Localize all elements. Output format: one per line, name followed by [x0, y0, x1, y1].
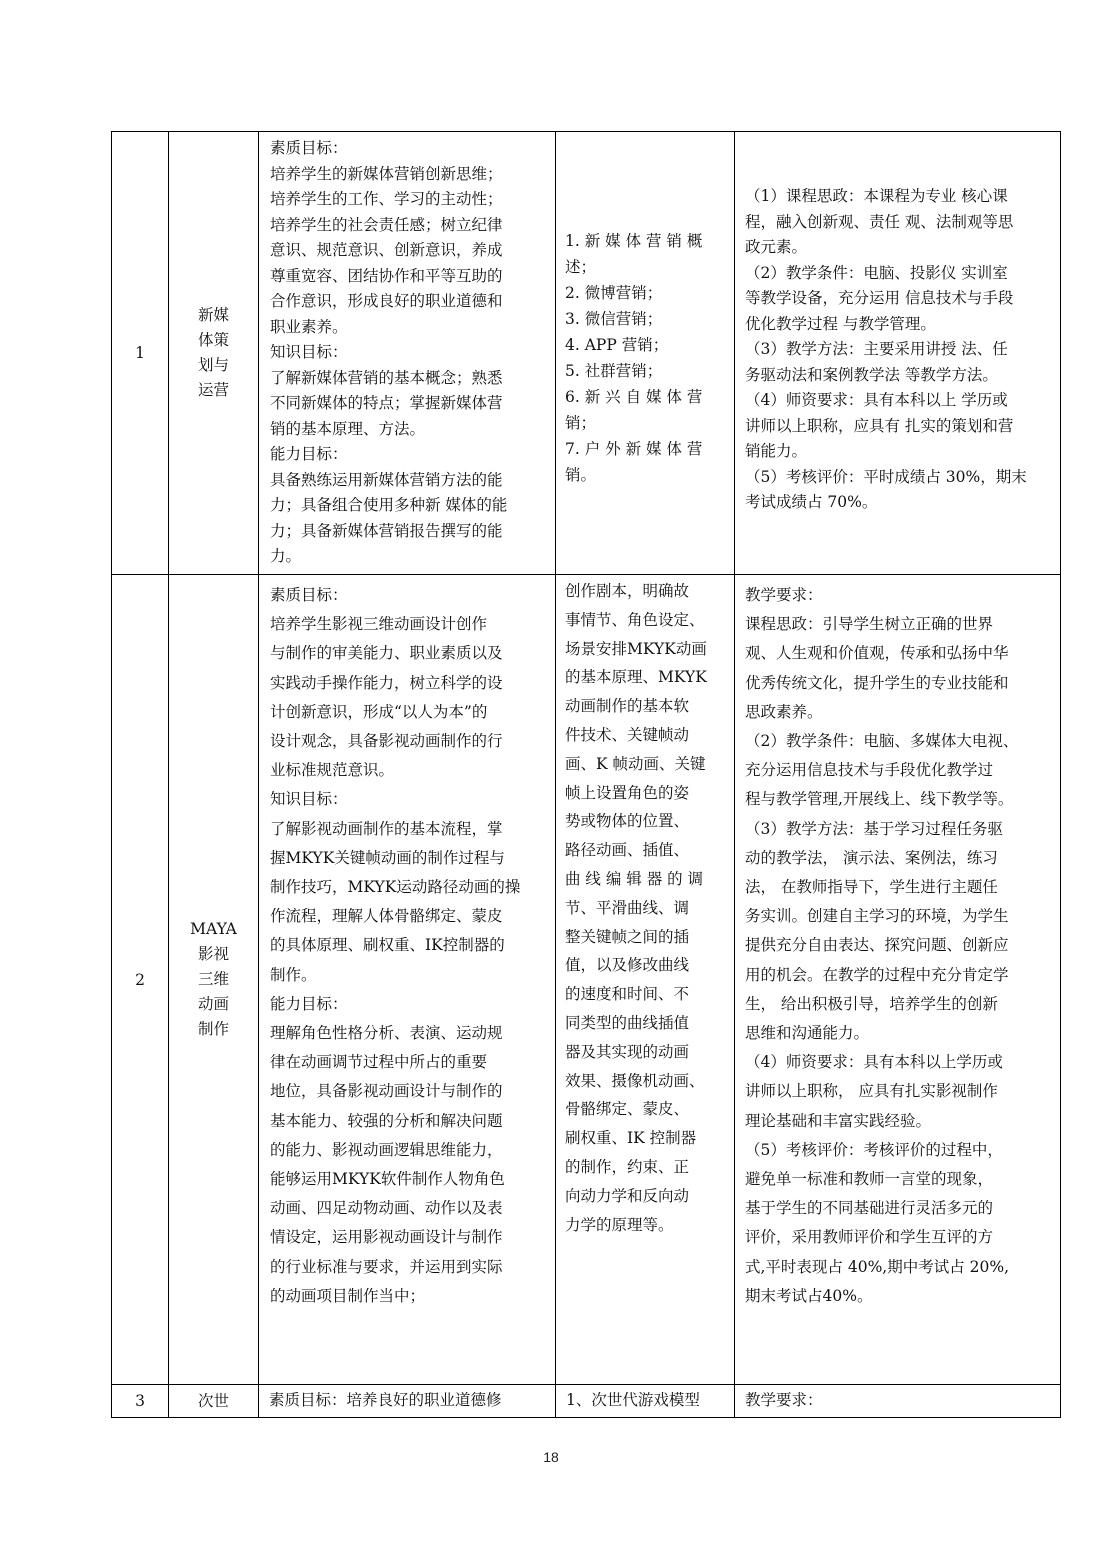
table-row	[112, 132, 1061, 575]
goal-line: 力；具备新媒体营销报告撰写的能	[270, 521, 503, 540]
content-line: 器及其实现的动画	[565, 1042, 690, 1061]
goal-line: 律在动画调节过程中所占的重要	[270, 1053, 488, 1072]
requirement-line: 思维和沟通能力。	[745, 1024, 870, 1043]
row-number: 2	[112, 575, 169, 1385]
goal-line: 业标准规范意识。	[270, 761, 395, 780]
goal-line: 作流程，理解人体骨骼绑定、蒙皮	[270, 907, 503, 926]
goal-line: 地位，具备影视动画设计与制作的	[270, 1082, 503, 1101]
goal-line: 素质目标：培养良好的职业道德修	[269, 1391, 502, 1409]
table-row	[112, 1385, 1061, 1418]
requirement-line: 充分运用信息技术与手段优化教学过	[745, 761, 994, 780]
content-line: 刷权重、IK 控制器	[565, 1129, 697, 1148]
requirement-line: 考试成绩占 70%。	[745, 493, 878, 511]
content-line: 场景安排MKYK动画	[565, 639, 707, 658]
requirement-line: 程，融入创新观、责任 观、法制观等思	[745, 212, 1014, 231]
goal-line: 制作技巧，MKYK运动路径动画的操	[270, 878, 521, 897]
requirement-line: 务驱动法和案例教学法 等教学方法。	[745, 365, 998, 384]
requirement-line: （2）教学条件：电脑、多媒体大电视、	[745, 732, 1019, 751]
goal-line: 力；具备组合使用多种新 媒体的能	[270, 496, 508, 514]
goal-line: 培养学生的工作、学习的主动性；	[270, 190, 503, 208]
goal-line: 理解角色性格分析、表演、运动规	[270, 1024, 503, 1043]
course-name-line: 体策	[197, 331, 229, 349]
content-line: 3. 微信营销；	[565, 310, 663, 328]
course-name	[169, 1385, 259, 1418]
goal-line: 不同新媒体的特点；掌握新媒体营	[270, 394, 503, 412]
goal-line: 培养学生的社会责任感；树立纪律	[270, 215, 503, 234]
course-name	[169, 575, 259, 1385]
content-line: 力学的原理等。	[565, 1215, 674, 1234]
content-line: 创作剧本，明确故	[565, 582, 690, 600]
course-content	[556, 132, 735, 575]
goal-line: 了解新媒体营销的基本概念；熟悉	[270, 368, 503, 387]
content-line: 路径动画、插值、	[565, 841, 690, 860]
requirement-line: （3）教学方法：基于学习过程任务驱	[745, 819, 1003, 838]
requirement-line: 生， 给出积极引导，培养学生的创新	[745, 994, 998, 1013]
requirement-line: 等教学设备，充分运用 信息技术与手段	[745, 289, 1014, 307]
content-line: 销；	[565, 414, 597, 432]
content-line: 的基本原理、MKYK	[565, 668, 707, 687]
course-requirements	[735, 132, 1061, 575]
goal-line: 知识目标：	[270, 790, 348, 809]
content-line: 事情节、角色设定、	[565, 610, 705, 629]
content-line: 1、次世代游戏模型	[566, 1391, 700, 1409]
content-line: 势或物体的位置、	[565, 812, 690, 831]
goal-line: 素质目标：	[270, 586, 348, 604]
course-content	[556, 1385, 735, 1418]
content-line: 的速度和时间、不	[565, 985, 690, 1004]
requirement-line: 基于学生的不同基础进行灵活多元的	[745, 1199, 994, 1218]
goal-line: 了解影视动画制作的基本流程，掌	[270, 819, 503, 838]
content-line: 4. APP 营销；	[565, 336, 669, 354]
requirement-line: 法， 在教师指导下，学生进行主题任	[745, 878, 998, 897]
course-name-line: 运营	[197, 381, 229, 399]
goal-line: 合作意识，形成良好的职业道德和	[270, 292, 503, 310]
content-line: 曲 线 编 辑 器 的 调	[565, 869, 704, 888]
row-number: 1	[112, 132, 169, 575]
course-requirements	[735, 1385, 1061, 1418]
content-line: 述；	[565, 258, 597, 276]
goal-line: 与制作的审美能力、职业素质以及	[270, 644, 503, 663]
content-line: 7. 户 外 新 媒 体 营	[565, 440, 703, 458]
goal-line: 握MKYK关键帧动画的制作过程与	[270, 848, 505, 867]
requirement-line: 讲师以上职称，应具有 扎实的策划和营	[745, 416, 1014, 435]
page-number: 18	[543, 1449, 559, 1465]
course-name-line: 新媒	[197, 306, 229, 324]
content-line: 骨骼绑定、蒙皮、	[565, 1100, 690, 1119]
goal-line: 知识目标：	[270, 343, 348, 361]
requirement-line: 期末考试占40%。	[745, 1286, 873, 1305]
course-name	[169, 132, 259, 575]
row-number: 3	[112, 1385, 169, 1418]
course-name-line: MAYA	[190, 920, 237, 938]
requirement-line: 避免单一标准和教师一言堂的现象，	[745, 1170, 994, 1189]
requirement-line: 程与教学管理,开展线上、线下教学等。	[745, 790, 1014, 809]
goal-line: 培养学生的新媒体营销创新思维；	[270, 164, 503, 183]
requirement-line: 式,平时表现占 40%,期中考试占 20%,	[745, 1257, 1010, 1276]
requirement-line: 思政素养。	[745, 702, 823, 721]
content-line: 6. 新 兴 自 媒 体 营	[565, 388, 703, 406]
goal-line: 职业素养。	[270, 317, 348, 336]
requirement-line: 课程思政：引导学生树立正确的世界	[745, 615, 994, 634]
content-line: 1. 新 媒 体 营 销 概	[565, 232, 703, 250]
course-name-line: 动画	[197, 995, 229, 1013]
content-line: 同类型的曲线插值	[565, 1013, 690, 1032]
requirement-line: （5）考核评价：考核评价的过程中，	[745, 1140, 1003, 1159]
goal-line: 力。	[270, 547, 302, 565]
course-name-line: 划与	[197, 356, 229, 374]
course-name-line: 三维	[197, 970, 229, 988]
requirement-line: 务实训。创建自主学习的环境，为学生	[745, 907, 1009, 926]
course-goals	[259, 132, 556, 575]
course-content	[556, 575, 735, 1385]
content-line: 件技术、关键帧动	[565, 725, 690, 744]
goal-line: 能力目标：	[270, 994, 348, 1013]
goal-line: 的能力、影视动画逻辑思维能力，	[270, 1140, 503, 1159]
requirement-line: 理论基础和丰富实践经验。	[745, 1111, 932, 1130]
requirement-line: 优化教学过程 与教学管理。	[745, 314, 936, 333]
content-line: 值，以及修改曲线	[565, 956, 690, 975]
requirement-line: （2）教学条件：电脑、投影仪 实训室	[745, 263, 1008, 282]
content-line: 帧上设置角色的姿	[565, 783, 690, 802]
goal-line: 尊重宽容、团结协作和平等互助的	[270, 266, 503, 285]
content-line: 2. 微博营销；	[565, 284, 663, 302]
goal-line: 实践动手操作能力，树立科学的设	[270, 673, 503, 692]
requirement-line: （1）课程思政：本课程为专业 核心课	[745, 187, 1008, 205]
goal-line: 意识、规范意识、创新意识，养成	[270, 241, 503, 259]
content-line: 5. 社群营销；	[565, 362, 663, 380]
content-line: 节、平滑曲线、调	[565, 898, 690, 917]
goal-line: 素质目标：	[270, 139, 348, 157]
requirement-line: （5）考核评价：平时成绩占 30%，期末	[745, 467, 1027, 486]
goal-line: 培养学生影视三维动画设计创作	[270, 615, 488, 634]
goal-line: 基本能力、较强的分析和解决问题	[270, 1111, 503, 1130]
goal-line: 能够运用MKYK软件制作人物角色	[270, 1170, 505, 1189]
course-requirements	[735, 575, 1061, 1385]
course-goals	[259, 1385, 556, 1418]
goal-line: 的动画项目制作当中；	[270, 1286, 426, 1305]
content-line: 效果、摄像机动画、	[565, 1071, 705, 1090]
requirement-line: 讲师以上职称， 应具有扎实影视制作	[745, 1082, 998, 1101]
table-row	[112, 575, 1061, 1385]
requirement-line: 教学要求：	[745, 586, 823, 604]
content-line: 向动力学和反向动	[565, 1186, 690, 1205]
content-line: 销。	[565, 466, 597, 484]
goal-line: 情设定，运用影视动画设计与制作	[270, 1228, 503, 1247]
requirement-line: 动的教学法， 演示法、案例法，练习	[745, 848, 998, 867]
content-line: 整关键帧之间的插	[565, 927, 690, 946]
goal-line: 销的基本原理、方法。	[270, 419, 426, 438]
course-name-line: 影视	[197, 945, 229, 963]
requirement-line: （4）师资要求：具有本科以上 学历或	[745, 391, 1008, 409]
goal-line: 动画、四足动物动画、动作以及表	[270, 1199, 503, 1218]
goal-line: 计创新意识，形成“以人为本”的	[270, 702, 488, 721]
requirement-line: 评价，采用教师评价和学生互评的方	[745, 1228, 994, 1247]
content-line: 动画制作的基本软	[565, 697, 690, 716]
course-name-line: 次世	[197, 1391, 229, 1410]
goal-line: 的行业标准与要求，并运用到实际	[270, 1257, 503, 1276]
course-name-line: 制作	[197, 1020, 229, 1038]
course-table	[111, 131, 1061, 1418]
goal-line: 制作。	[270, 965, 317, 984]
requirement-line: 优秀传统文化，提升学生的专业技能和	[745, 673, 1009, 692]
requirement-line: （3）教学方法：主要采用讲授 法、任	[745, 340, 1008, 358]
requirement-line: 提供充分自由表达、探究问题、创新应	[745, 936, 1009, 955]
goal-line: 具备熟练运用新媒体营销方法的能	[270, 470, 503, 489]
goal-line: 的具体原理、刷权重、IK控制器的	[270, 936, 505, 955]
content-line: 画、K 帧动画、关键	[565, 754, 706, 773]
course-goals	[259, 575, 556, 1385]
goal-line: 设计观念，具备影视动画制作的行	[270, 732, 503, 751]
goal-line: 能力目标：	[270, 445, 348, 463]
requirement-line: 用的机会。在教学的过程中充分肯定学	[745, 965, 1009, 984]
requirement-line: （4）师资要求：具有本科以上学历或	[745, 1053, 1003, 1072]
requirement-line: 政元素。	[745, 238, 808, 256]
requirement-line: 观、人生观和价值观，传承和弘扬中华	[745, 644, 1009, 663]
requirement-line: 销能力。	[745, 442, 808, 460]
content-line: 的制作，约束、正	[565, 1157, 690, 1176]
requirement-line: 教学要求：	[745, 1391, 823, 1409]
